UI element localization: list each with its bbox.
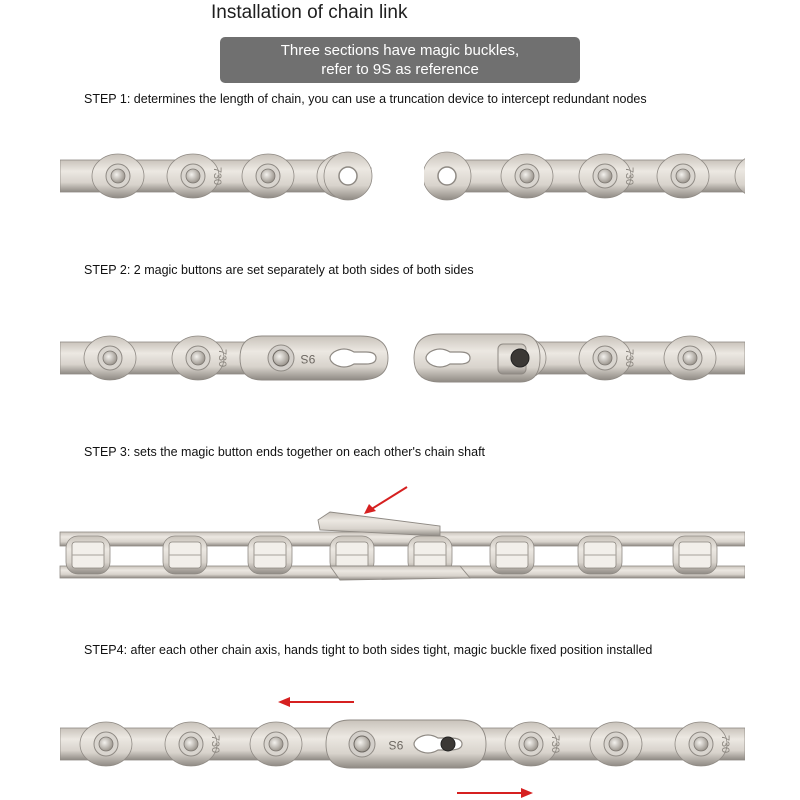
chain-pin bbox=[184, 737, 198, 751]
edge-mask bbox=[745, 322, 800, 390]
plate-stamp: 730 bbox=[623, 348, 635, 368]
chain-end-hole bbox=[438, 167, 456, 185]
edge-mask bbox=[0, 322, 60, 390]
chain-pin bbox=[269, 737, 283, 751]
edge-mask bbox=[745, 708, 800, 780]
chain-end-hole bbox=[339, 167, 357, 185]
plate-stamp: 730 bbox=[216, 348, 228, 368]
chain-pin bbox=[683, 351, 697, 365]
magic-link-pin-head bbox=[511, 349, 529, 367]
step-1-text: STEP 1: determines the length of chain, you can use a truncation device to intercept redundant nodes bbox=[84, 92, 647, 106]
chain-pin bbox=[598, 351, 612, 365]
step-2-text: STEP 2: 2 magic buttons are set separately at both sides of both sides bbox=[84, 263, 474, 277]
plate-stamp: 730 bbox=[209, 734, 221, 754]
arrow-left-icon bbox=[276, 695, 356, 709]
info-banner bbox=[220, 37, 580, 83]
plate-stamp: 730 bbox=[719, 734, 731, 754]
banner-line-1: Three sections have magic buckles, bbox=[280, 42, 520, 59]
chain-pin bbox=[99, 737, 113, 751]
magic-link-pin bbox=[354, 736, 370, 752]
magic-link-bottom-plate bbox=[330, 566, 470, 580]
chain-pin bbox=[520, 169, 534, 183]
chain-pin bbox=[111, 169, 125, 183]
magic-link-stamp: 9S bbox=[388, 738, 404, 752]
page-title: Installation of chain link bbox=[211, 2, 408, 23]
edge-mask bbox=[745, 140, 800, 210]
arrow-right-icon bbox=[455, 786, 535, 800]
arrow-insert-icon bbox=[360, 484, 412, 518]
banner-line-2: refer to 9S as reference bbox=[321, 61, 479, 78]
chain-pin bbox=[694, 737, 708, 751]
edge-mask bbox=[0, 140, 60, 210]
chain-step-2-image bbox=[0, 322, 800, 390]
plate-stamp: 730 bbox=[623, 166, 635, 186]
chain-pin bbox=[186, 169, 200, 183]
edge-mask bbox=[400, 140, 424, 210]
chain-step-4-image bbox=[0, 708, 800, 780]
magic-link-pin bbox=[273, 350, 289, 366]
chain-pin bbox=[676, 169, 690, 183]
chain-pin bbox=[261, 169, 275, 183]
magic-link-slot bbox=[330, 349, 376, 367]
plate-stamp: 730 bbox=[211, 166, 223, 186]
magic-link-stamp: 9S bbox=[300, 352, 316, 366]
magic-link-pin-head bbox=[441, 737, 455, 751]
chain-pin bbox=[191, 351, 205, 365]
chain-pin bbox=[598, 169, 612, 183]
magic-link-slot bbox=[426, 349, 470, 367]
chain-step-1-image bbox=[0, 140, 800, 210]
edge-mask bbox=[0, 708, 60, 780]
edge-mask bbox=[745, 500, 800, 592]
plate-stamp: 730 bbox=[549, 734, 561, 754]
step-4-text: STEP4: after each other chain axis, hands tight to both sides tight, magic buckle fixed position installed bbox=[84, 643, 653, 657]
chain-pin bbox=[524, 737, 538, 751]
step-3-text: STEP 3: sets the magic button ends together on each other's chain shaft bbox=[84, 445, 486, 459]
chain-pin bbox=[609, 737, 623, 751]
chain-pin bbox=[103, 351, 117, 365]
